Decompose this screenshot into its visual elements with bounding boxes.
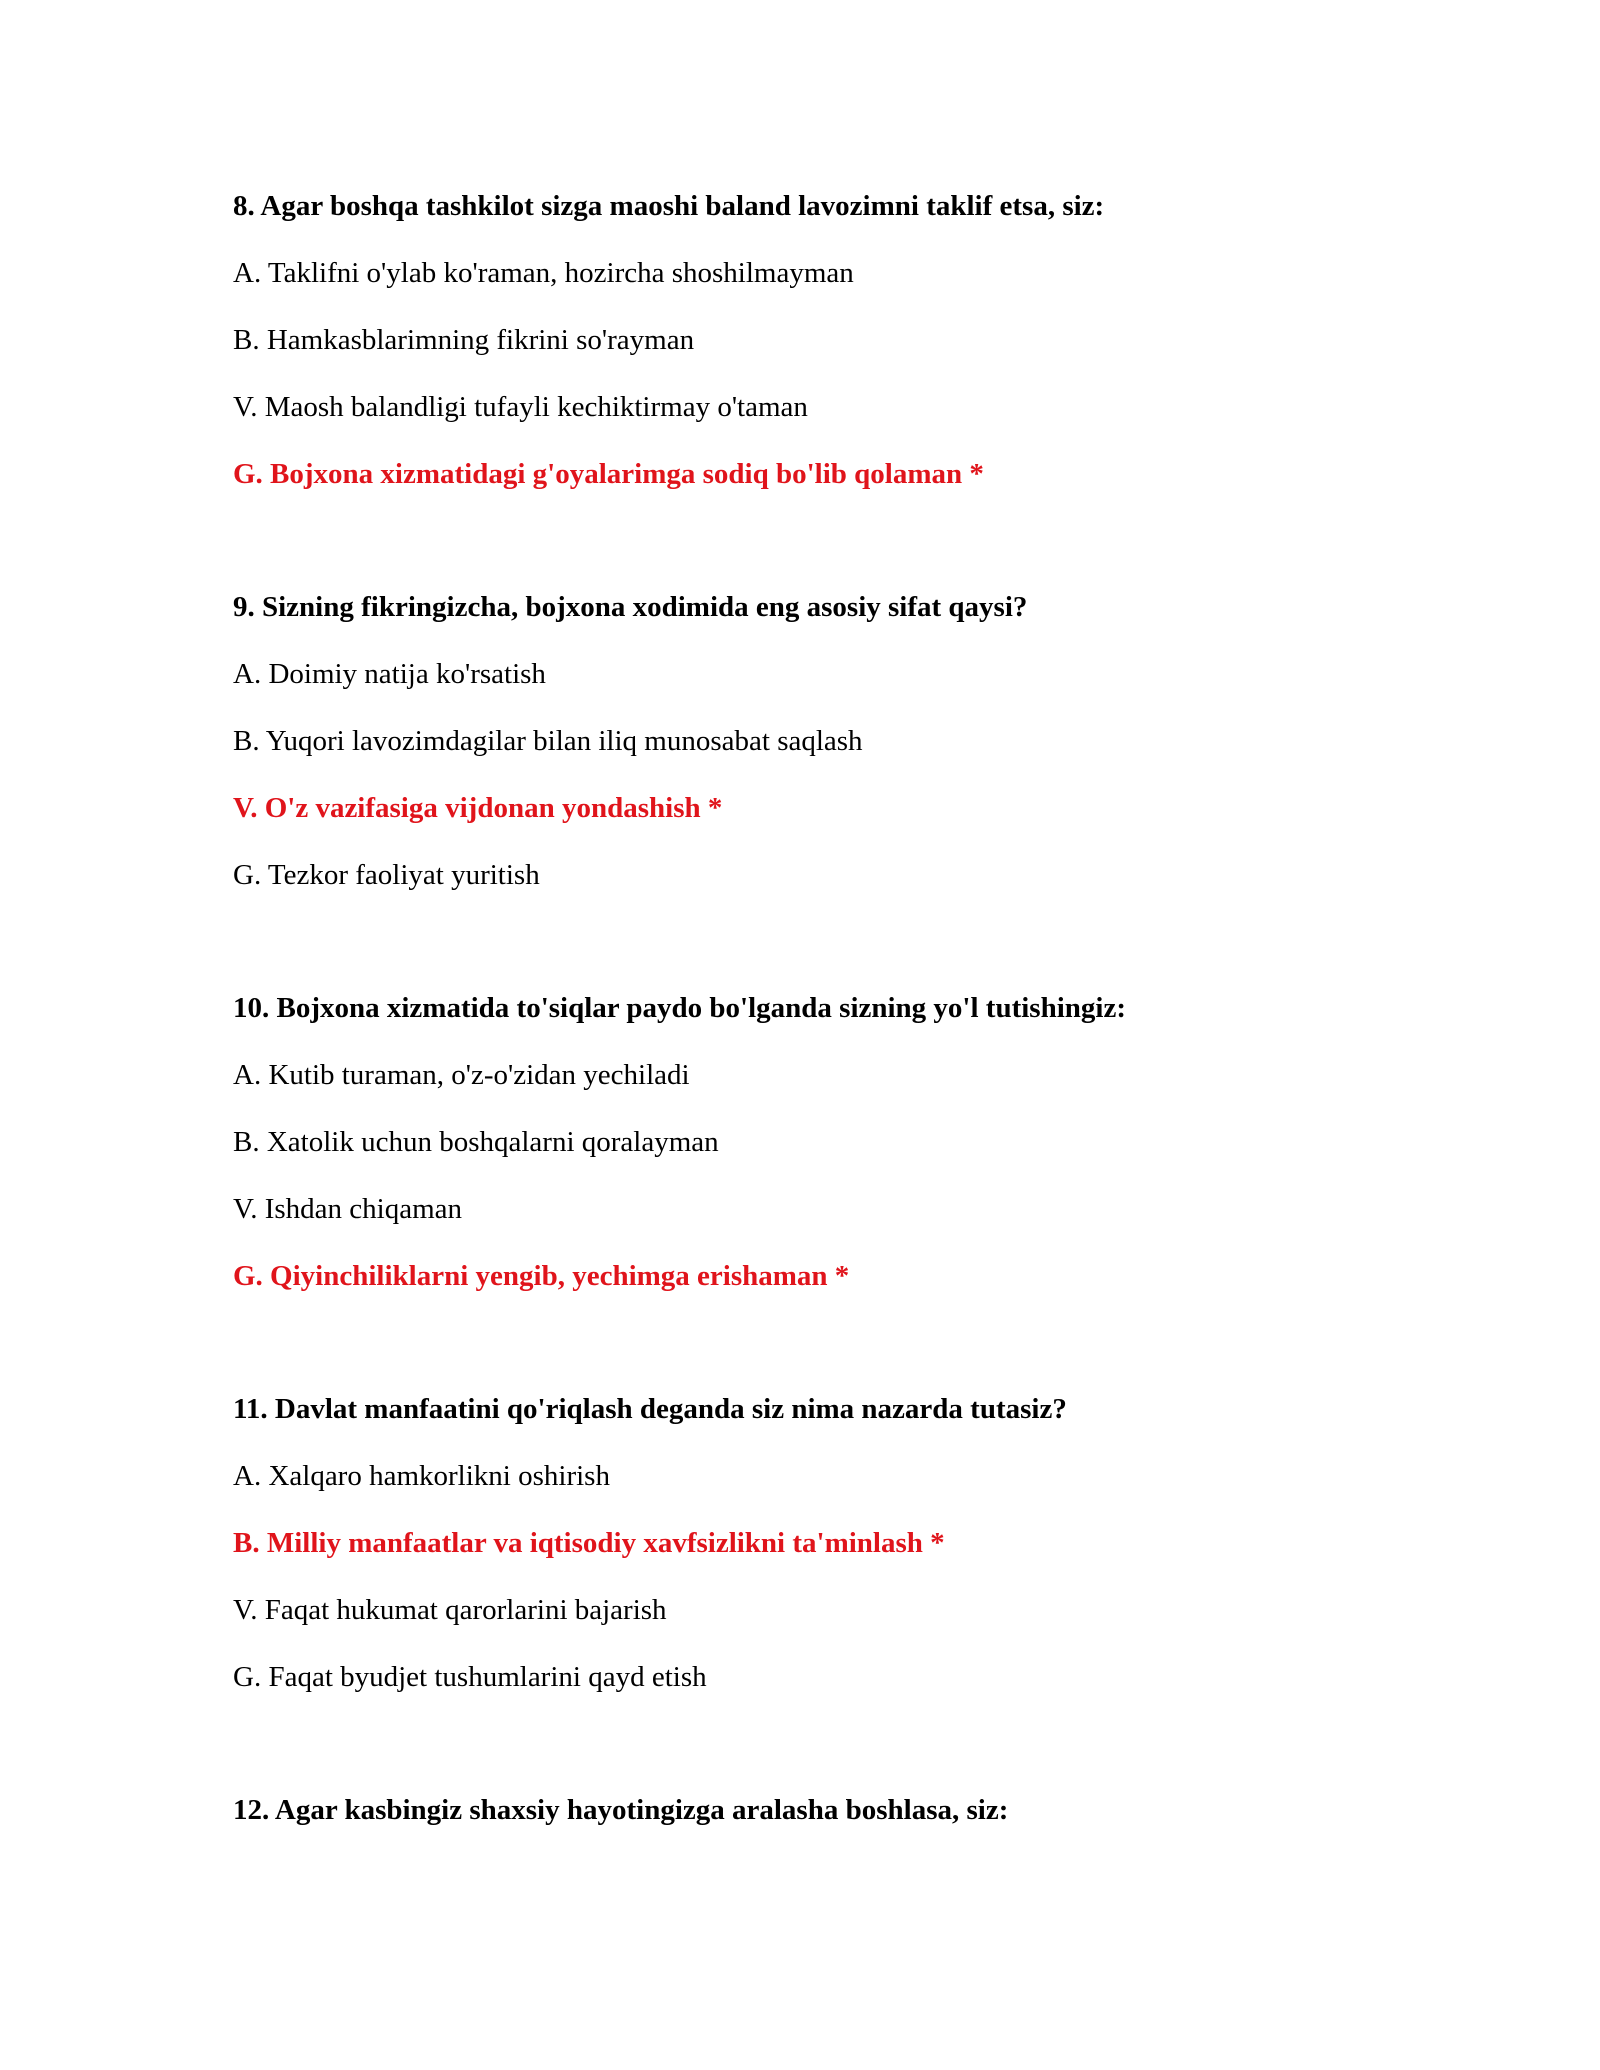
question-title: 8. Agar boshqa tashkilot sizga maoshi baland lavozimni taklif etsa, siz:	[233, 190, 1105, 222]
question-title: 12. Agar kasbingiz shaxsiy hayotingizga aralasha boshlasa, siz:	[233, 1794, 1009, 1826]
answer-option-g: G. Tezkor faoliyat yuritish	[233, 859, 540, 891]
answer-option-g: G. Faqat byudjet tushumlarini qayd etish	[233, 1661, 707, 1693]
answer-option-a: A. Kutib turaman, o'z-o'zidan yechiladi	[233, 1059, 690, 1091]
answer-option-a: A. Doimiy natija ko'rsatish	[233, 658, 546, 690]
answer-option-v: V. Maosh balandligi tufayli kechiktirmay o'taman	[233, 391, 808, 423]
answer-option-g-correct: G. Qiyinchiliklarni yengib, yechimga erishaman *	[233, 1260, 850, 1292]
answer-option-b: B. Yuqori lavozimdagilar bilan iliq munosabat saqlash	[233, 725, 863, 757]
answer-option-g-correct: G. Bojxona xizmatidagi g'oyalarimga sodiq bo'lib qolaman *	[233, 458, 984, 490]
answer-option-a: A. Xalqaro hamkorlikni oshirish	[233, 1460, 610, 1492]
answer-option-b: B. Xatolik uchun boshqalarni qoralayman	[233, 1126, 719, 1158]
question-title: 10. Bojxona xizmatida to'siqlar paydo bo'lganda sizning yo'l tutishingiz:	[233, 992, 1126, 1024]
answer-option-v-correct: V. O'z vazifasiga vijdonan yondashish *	[233, 792, 723, 824]
answer-option-b: B. Hamkasblarimning fikrini so'rayman	[233, 324, 695, 356]
question-title: 11. Davlat manfaatini qo'riqlash deganda siz nima nazarda tutasiz?	[233, 1393, 1067, 1425]
answer-option-v: V. Faqat hukumat qarorlarini bajarish	[233, 1594, 667, 1626]
answer-option-a: A. Taklifni o'ylab ko'raman, hozircha shoshilmayman	[233, 257, 854, 289]
answer-option-b-correct: B. Milliy manfaatlar va iqtisodiy xavfsizlikni ta'minlash *	[233, 1527, 945, 1559]
question-title: 9. Sizning fikringizcha, bojxona xodimida eng asosiy sifat qaysi?	[233, 591, 1028, 623]
answer-option-v: V. Ishdan chiqaman	[233, 1193, 462, 1225]
